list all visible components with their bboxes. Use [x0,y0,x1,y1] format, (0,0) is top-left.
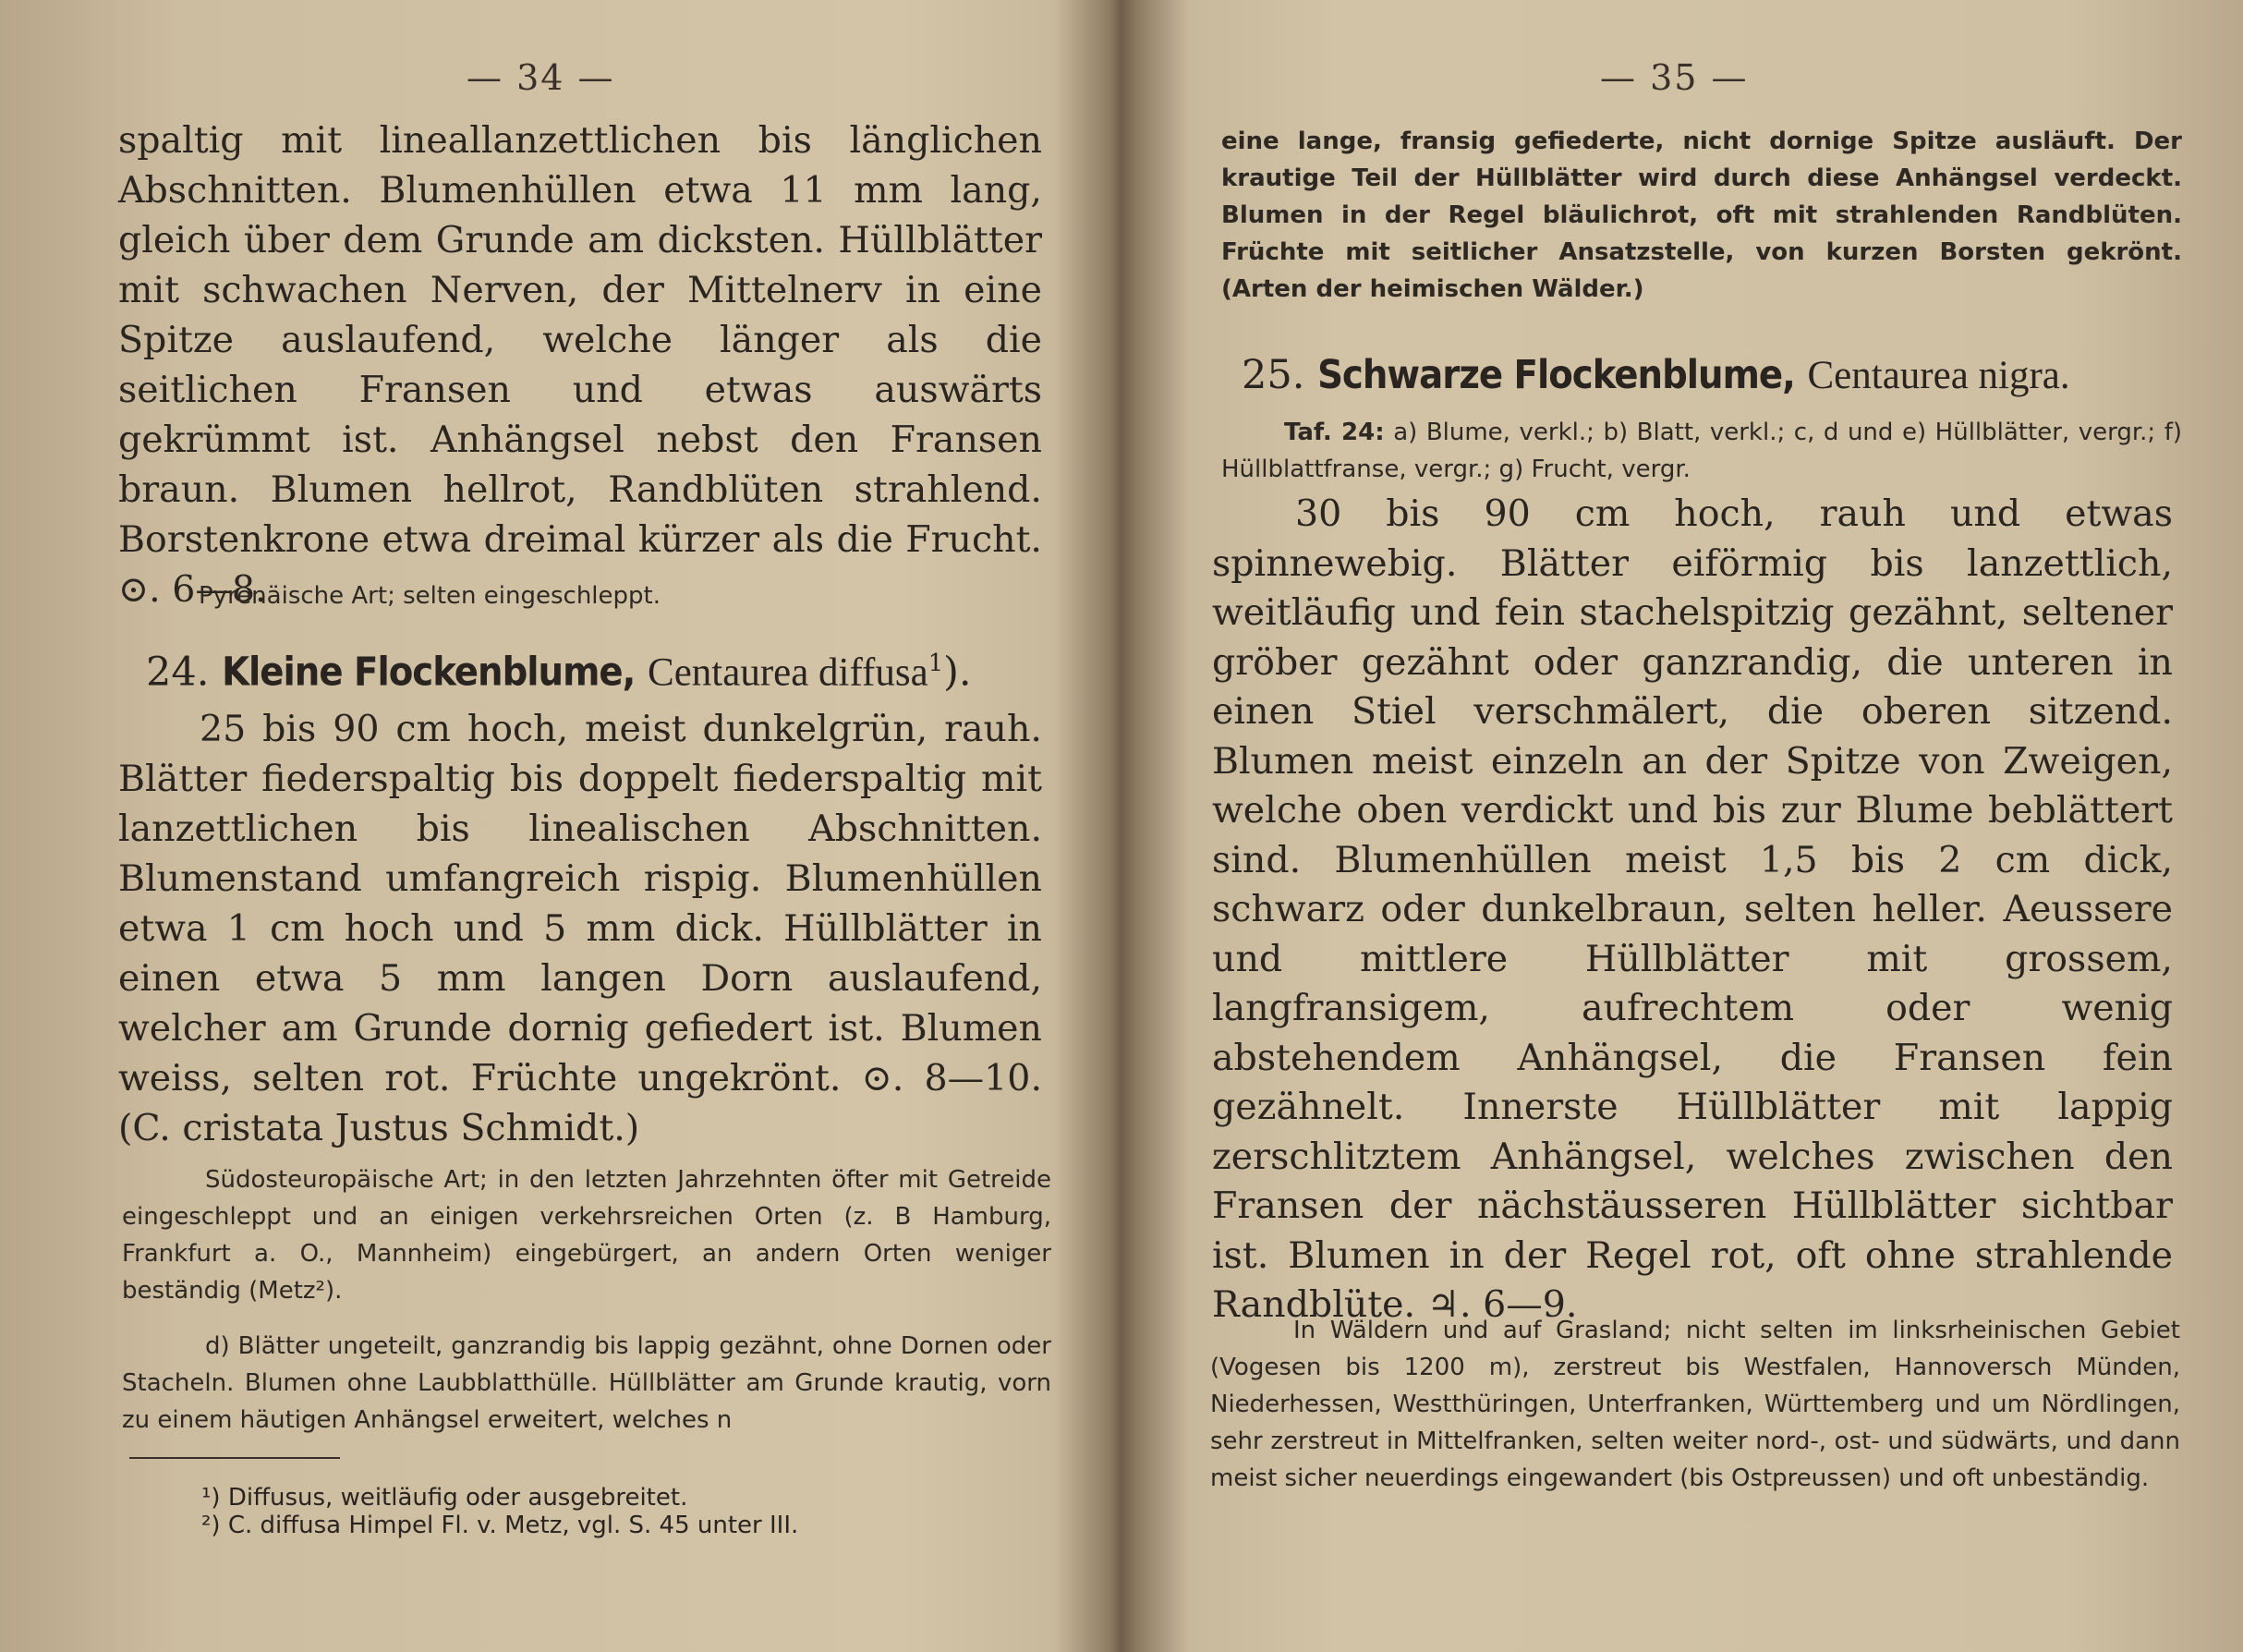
right-page [1138,0,2243,1652]
plate-reference [1221,414,2182,488]
species-24-description: 25 bis 90 cm hoch, meist dunkelgrün, rauh. Blätter fiederspaltig bis doppelt fiederspaltig mit lanzettlichen bis linealischen Abschnitten. Blumenstand umfangreich rispig. Blumenhüllen etwa 1 cm hoch und 5 mm dick. Hüllblätter in einen etwa 5 mm langen Dorn auslaufend, welcher am Grunde dornig gefiedert ist. Blumen weiss, selten rot. Früchte ungekrönt. ⊙. 8—10. (C. cristata Justus Schmidt.) [118,708,1042,1149]
species-25-number: 25. [1242,352,1305,398]
footnote-divider [129,1457,340,1459]
footnote-2: ²) C. diffusa Himpel Fl. v. Metz, vgl. S. 45 unter III. [201,1512,799,1539]
page-number-right: — 35 — [1600,57,1749,98]
plate-legend: a) Blume, verkl.; b) Blatt, verkl.; c, d und e) Hüllblätter, vergr.; f) Hüllblattfranse, vergr.; g) Frucht, vergr. [1221,419,2183,483]
left-page [0,0,1104,1652]
key-section-continuation: eine lange, fransig gefiederte, nicht dornige Spitze ausläuft. Der krautige Teil der Hüllblätter wird durch diese Anhängsel verdeckt. Blumen in der Regel bläulichrot, oft mit strahlenden Randblüten. Früchte mit seitlicher Ansatzstelle, von kurzen Borsten gekrönt. (Arten der heimischen Wälder.) [1221,128,2182,303]
species-24-number: 24. [146,649,210,696]
key-section-d: d) Blätter ungeteilt, ganzrandig bis lappig gezähnt, ohne Dornen oder Stacheln. Blumen ohne Laubblatthülle. Hüllblätter am Grunde krautig, vorn zu einem häutigen Anhängsel erweitert, welches n [122,1332,1051,1434]
species-24-heading-tail: ). [943,649,972,696]
species-24-latin-name: Centaurea diffusa [648,650,928,695]
page-number-left: — 34 — [467,57,615,98]
species-24-heading [146,638,972,698]
footnote-marker-1: 1 [928,650,944,677]
species-24-distribution-note: Südosteuropäische Art; in den letzten Jahrzehnten öfter mit Getreide eingeschleppt und an einigen verkehrsreichen Orten (z. B Hamburg, Frankfurt a. O., Mannheim) eingebürgert, an andern Orten weniger beständig (Metz²). [122,1166,1051,1305]
species-25-description: 30 bis 90 cm hoch, rauh und etwas spinnewebig. Blätter eiförmig bis lanzettlich, weitläufig und fein stachelspitzig gezähnt, seltener gröber gezähnt oder ganzrandig, die unteren in einen Stiel verschmälert, die oberen sitzend. Blumen meist einzeln an der Spitze von Zweigen, welche oben verdickt und bis zur Blume beblättert sind. Blumenhüllen meist 1,5 bis 2 cm dick, schwarz oder dunkelbraun, selten heller. Aeussere und mittlere Hüllblätter mit grossem, langfransigem, aufrechtem oder wenig abstehendem Anhängsel, die Fransen fein gezähnelt. Innerste Hüllblätter mit lappig zerschlitztem Anhängsel, welches zwischen den Fransen der nächstäusseren Hüllblätter sichtbar ist. Blumen in der Regel rot, oft ohne strahlende Randblüte. ♃. 6—9. [1212,492,2173,1326]
species-25-distribution-note: In Wäldern und auf Grasland; nicht selten im linksrheinischen Gebiet (Vogesen bis 1200 m), zerstreut bis Westfalen, Hannoversch Münden, Niederhessen, Westthüringen, Unterfranken, Württemberg und um Nördlingen, sehr zerstreut in Mittelfranken, selten weiter nord-, ost- und südwärts, und dann meist sicher neuerdings eingewandert (bis Ostpreussen) und oft unbeständig. [1210,1317,2180,1492]
species-23-distribution-note: Pyrenäische Art; selten eingeschleppt. [199,582,661,610]
species-25-latin-name: Centaurea nigra. [1807,354,2070,397]
species-24-common-name: Kleine Flockenblume, [222,649,636,696]
species-25-heading [1242,349,2070,402]
species-25-common-name: Schwarze Flockenblume, [1317,352,1795,398]
species-23-description-end: spaltig mit lineallanzettlichen bis länglichen Abschnitten. Blumenhüllen etwa 11 mm lang, gleich über dem Grunde am dicksten. Hüllblätter mit schwachen Nerven, der Mittelnerv in eine Spitze auslaufend, welche länger als die seitlichen Fransen und etwas auswärts gekrümmt ist. Anhängsel nebst den Fransen braun. Blumen hellrot, Randblüten strahlend. Borstenkrone etwa dreimal kürzer als die Frucht. ⊙. 6—8. [118,119,1042,611]
plate-label: Taf. 24: [1284,419,1385,446]
footnote-1: ¹) Diffusus, weitläufig oder ausgebreitet. [201,1484,688,1512]
